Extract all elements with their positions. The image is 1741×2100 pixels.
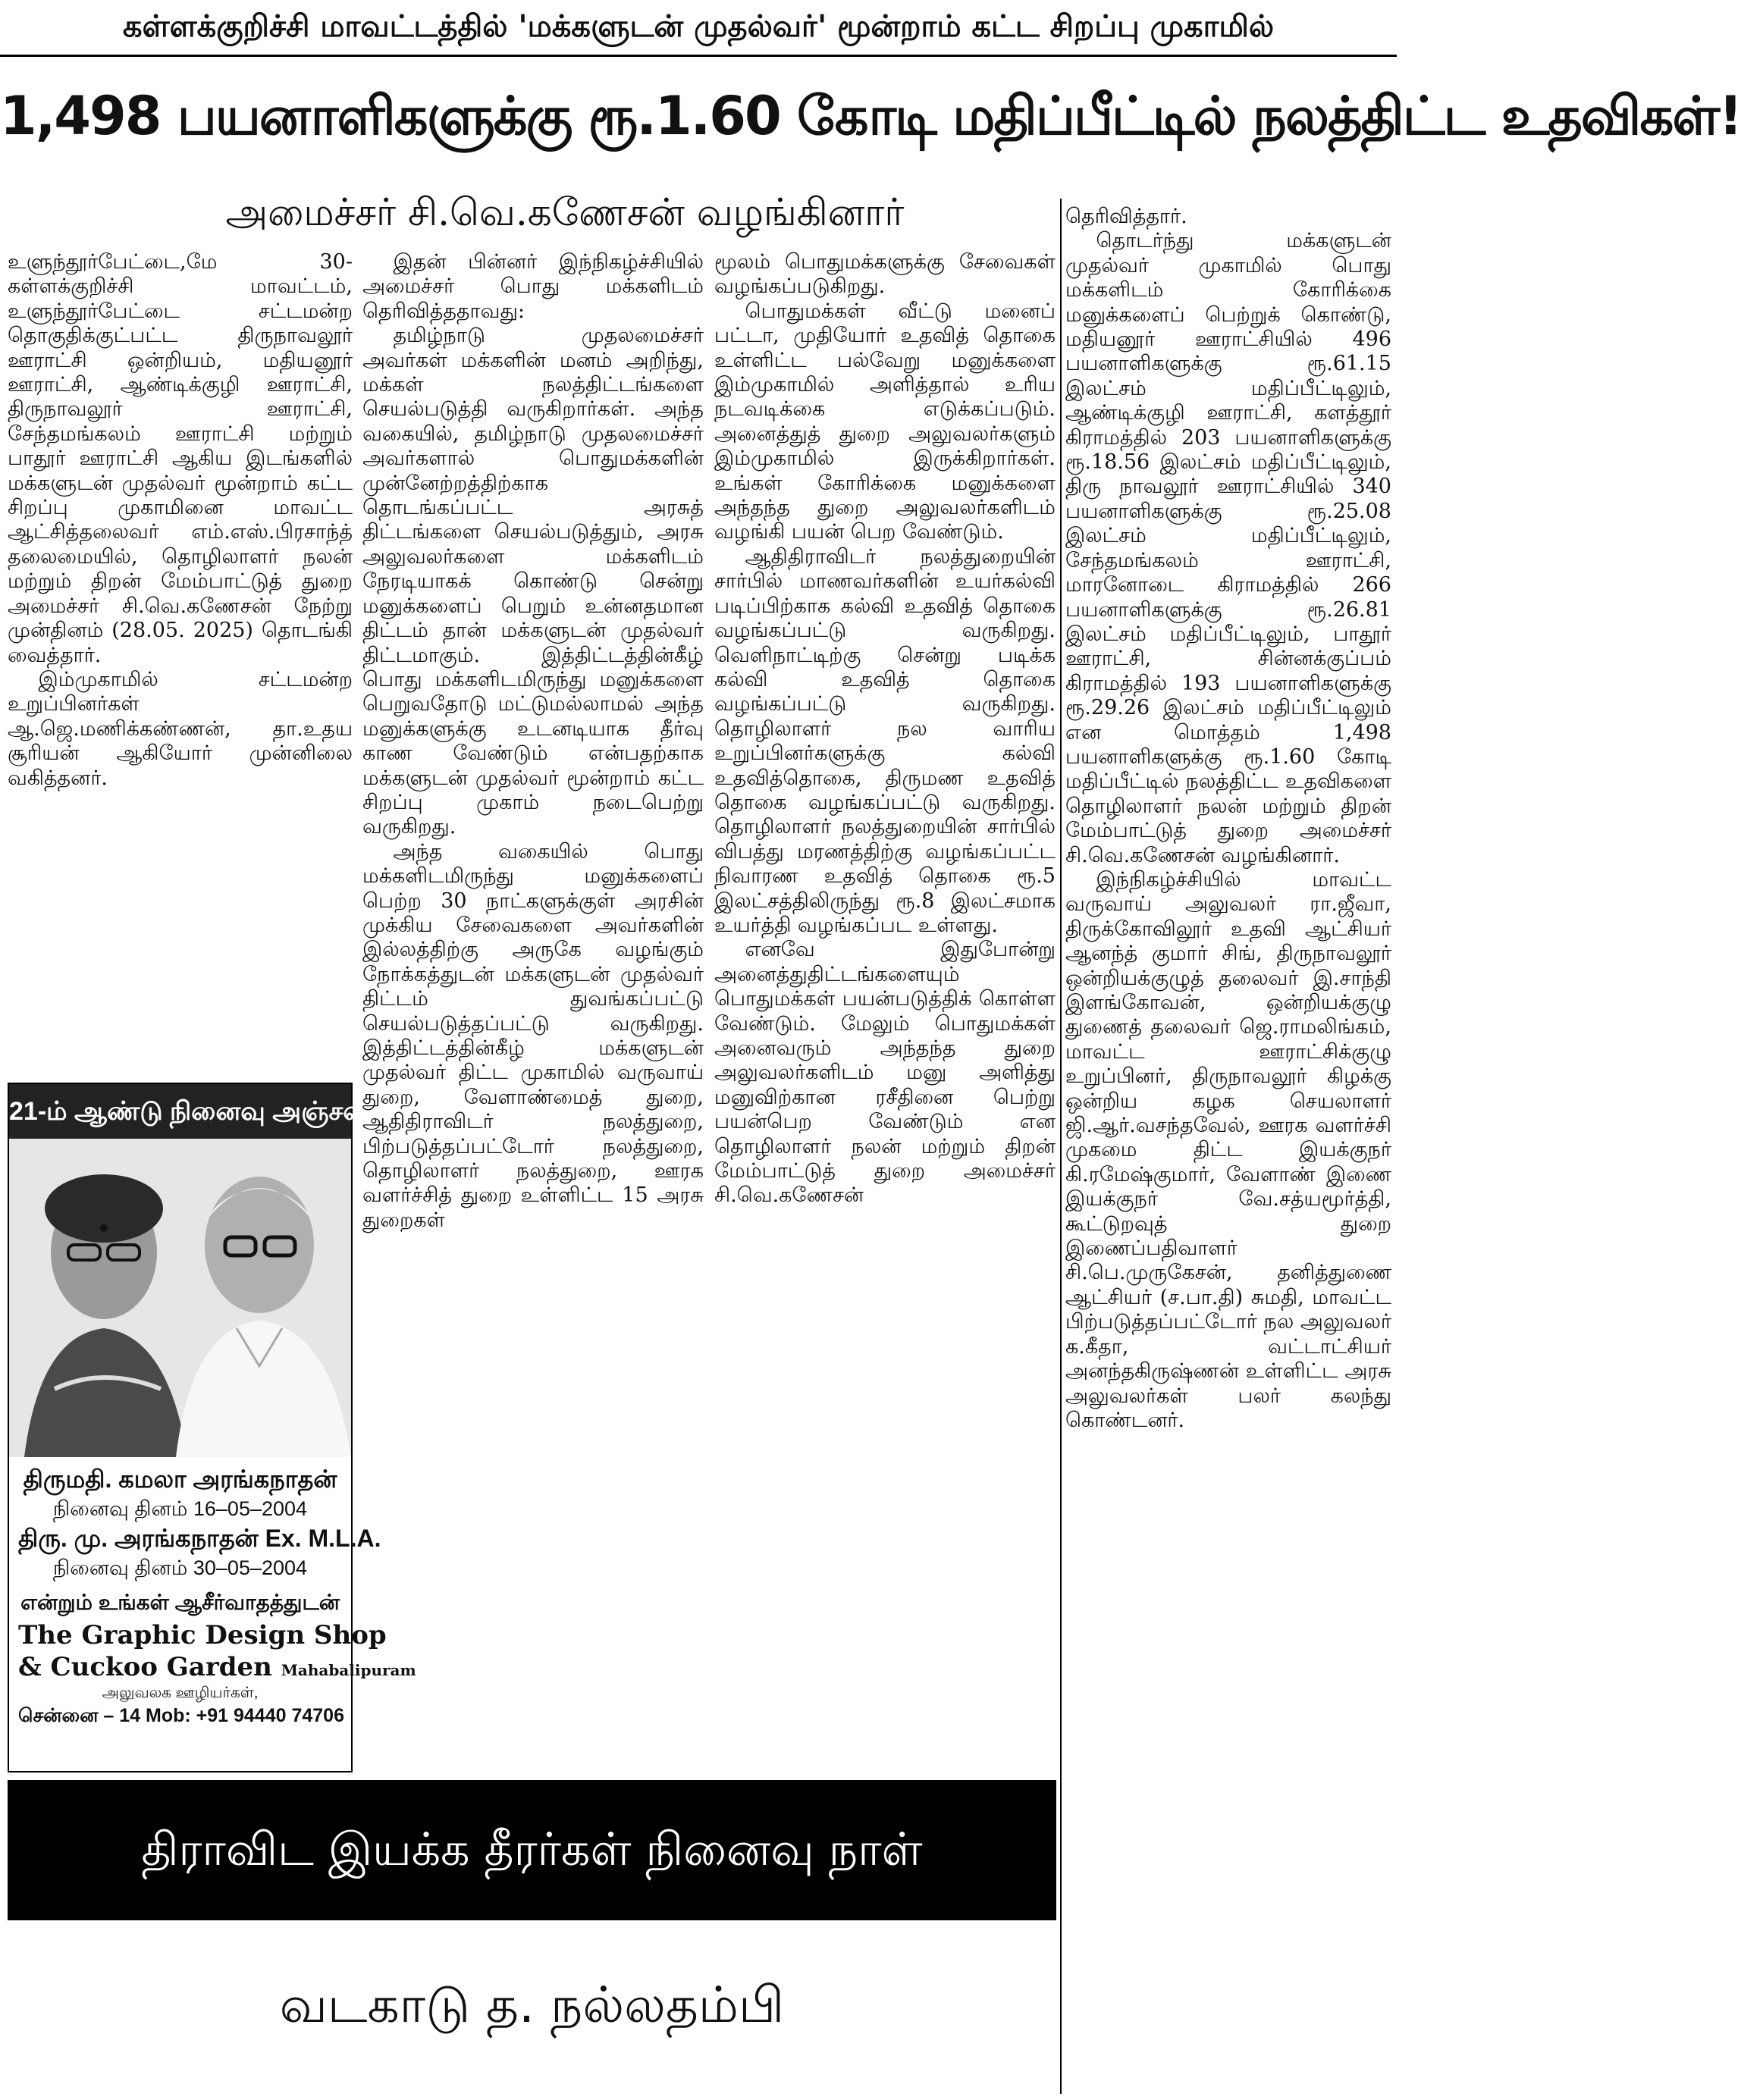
paragraph: எனவே இதுபோன்று அனைத்துதிட்டங்களையும் பொதுமக்கள் பயன்படுத்திக் கொள்ள வேண்டும். மேலும் பொதுமக்கள் அனைவரும் அந்தந்த துறை அலுவலர்களிடம் மனு அளித்து மனுவிற்கான ரசீதினை பெற்று பயன்பெற வேண்டும் என தொழிலாளர் நலன் மற்றும் திறன் மேம்பாட்டுத் துறை அமைச்சர் சி.வெ.கணேசன் [714, 938, 1056, 1208]
paragraph: ஆதிதிராவிடர் நலத்துறையின் சார்பில் மாணவர்களின் உயர்கல்வி படிப்பிற்காக கல்வி உதவித் தொகை வழங்கப்பட்டு வருகிறது. வெளிநாட்டிற்கு சென்று படிக்க கல்வி உதவித் தொகை வழங்கப்பட்டு வருகிறது. தொழிலாளர் நல வாரிய உறுப்பினர்களுக்கு கல்வி உதவித்தொகை, திருமண உதவித் தொகை வழங்கப்பட்டு வருகிறது. தொழிலாளர் நலத்துறையின் சார்பில் விபத்து மரணத்திற்கு வழங்கப்பட்ட நிவாரண உதவித் தொகை ரூ.5 இலட்சத்திலிருந்து ரூ.8 இலட்சமாக உயர்த்தி வழங்கப்பட உள்ளது. [714, 544, 1056, 937]
paragraph: தொடர்ந்து மக்களுடன் முதல்வர் முகாமில் பொது மக்களிடம் கோரிக்கை மனுக்களைப் பெற்றுக் கொண்டு, மதியனூர் ஊராட்சியில் 496 பயனாளிகளுக்கு ரூ.61.15 இலட்சம் மதிப்பீட்டிலும், ஆண்டிக்குழி ஊராட்சி, களத்தூர் கிராமத்தில் 203 பயனாளிகளுக்கு ரூ.18.56 இலட்சம் மதிப்பீட்டிலும், திரு நாவலூர் ஊராட்சியில் 340 பயனாளிகளுக்கு ரூ.25.08 இலட்சம் மதிப்பீட்டிலும், சேந்தமங்கலம் ஊராட்சி, மாரனோடை கிராமத்தில் 266 பயனாளிகளுக்கு ரூ.26.81 இலட்சம் மதிப்பீட்டிலும், பாதூர் ஊராட்சி, சின்னக்குப்பம் கிராமத்தில் 193 பயனாளிகளுக்கு ரூ.29.26 இலட்சம் மதிப்பீட்டிலும் என மொத்தம் 1,498 பயனாளிகளுக்கு ரூ.1.60 கோடி மதிப்பீட்டில் நலத்திட்ட உதவிகளை தொழிலாளர் நலன் மற்றும் திறன் மேம்பாட்டுத் துறை அமைச்சர் சி.வெ.கணேசன் வழங்கினார். [1065, 229, 1391, 867]
divider [0, 55, 1397, 57]
shop-place: Mahabalipuram [281, 1661, 416, 1679]
paragraph: இதன் பின்னர் இந்நிகழ்ச்சியில் அமைச்சர் பொது மக்களிடம் தெரிவித்ததாவது: [362, 250, 704, 323]
shop-name-2 [18, 1651, 416, 1683]
shop-name-1: The Graphic Design Shop [18, 1620, 387, 1650]
paragraph: தமிழ்நாடு முதலமைச்சர் அவர்கள் மக்களின் மனம் அறிந்து, மக்கள் நலத்திட்டங்களை செயல்படுத்தி வருகிறார்கள். அந்த வகையில், தமிழ்நாடு முதலமைச்சர் அவர்களால் பொதுமக்களின் முன்னேற்றத்திற்காக தொடங்கப்பட்ட அரசுத் திட்டங்களை செயல்படுத்தும், அரசு அலுவலர்களை மக்களிடம் நேரடியாகக் கொண்டு சென்று மனுக்களைப் பெறும் உன்னதமான திட்டம் தான் மக்களுடன் முதல்வர் திட்டமாகும். இத்திட்டத்தின்கீழ் பொது மக்களிடமிருந்து மனுக்களை பெறுவதோடு மட்டுமல்லாமல் அந்த மனுக்களுக்கு உடனடியாக தீர்வு காண வேண்டும் என்பதற்காக மக்களுடன் முதல்வர் மூன்றாம் கட்ட சிறப்பு முகாம் நடைபெற்று வருகிறது. [362, 324, 704, 839]
article-column-1 [8, 250, 353, 1092]
advert-heading: 21-ம் ஆண்டு நினைவு அஞ்சலி [9, 1084, 351, 1139]
kicker-line: கள்ளக்குறிச்சி மாவட்டத்தில் 'மக்களுடன் முதல்வர்' மூன்றாம் கட்ட சிறப்பு முகாமில் [122, 9, 1275, 44]
headline: 1,498 பயனாளிகளுக்கு ரூ.1.60 கோடி மதிப்பீட்டில் நலத்திட்ட உதவிகள்! [0, 85, 1741, 147]
article-column-2 [362, 250, 704, 1774]
paragraph: உளுந்தூர்பேட்டை,மே 30- கள்ளக்குறிச்சி மாவட்டம், உளுந்தூர்பேட்டை சட்டமன்ற தொகுதிக்குட்பட்ட திருநாவலூர் ஊராட்சி ஒன்றியம், மதியனூர் ஊராட்சி, ஆண்டிக்குழி ஊராட்சி, திருநாவலூர் ஊராட்சி, சேந்தமங்கலம் ஊராட்சி மற்றும் பாதூர் ஊராட்சி ஆகிய இடங்களில் மக்களுடன் முதல்வர் மூன்றாம் கட்ட சிறப்பு முகாமினை மாவட்ட ஆட்சித்தலைவர் எம்.எஸ்.பிரசாந்த் தலைமையில், தொழிலாளர் நலன் மற்றும் திறன் மேம்பாட்டுத் துறை அமைச்சர் சி.வெ.கணேசன் நேற்று முன்தினம் (28.05. 2025) தொடங்கி வைத்தார். [8, 250, 353, 667]
person-1-date: நினைவு தினம் 16–05–2004 [52, 1497, 308, 1520]
contact-line: சென்னை – 14 Mob: +91 94440 74706 [18, 1705, 344, 1726]
paragraph: இந்நிகழ்ச்சியில் மாவட்ட வருவாய் அலுவலர் ரா.ஜீவா, திருக்கோவிலூர் உதவி ஆட்சியர் ஆனந்த் குமார் சிங், திருநாவலூர் ஒன்றியக்குழுத் தலைவர் இ.சாந்தி இளங்கோவன், ஒன்றியக்குழு துணைத் தலைவர் ஜெ.ராமலிங்கம், மாவட்ட ஊராட்சிக்குழு உறுப்பினர், திருநாவலூர் கிழக்கு ஒன்றிய கழக செயலாளர் ஜி.ஆர்.வசந்தவேல், ஊரக வளர்ச்சி முகமை திட்ட இயக்குநர் கி.ரமேஷ்குமார், வேளாண் இணை இயக்குநர் வே.சத்யமூர்த்தி, கூட்டுறவுத் துறை இணைப்பதிவாளர் சி.பெ.முருகேசன், தனித்துணை ஆட்சியர் (ச.பா.தி) சுமதி, மாவட்ட பிற்படுத்தப்பட்டோர் நல அலுவலர் க.கீதா, வட்டாட்சியர் அனந்தகிருஷ்ணன் உள்ளிட்ட அரசு அலுவலர்கள் பலர் கலந்து கொண்டனர். [1065, 867, 1391, 1432]
banner-name: வடகாடு த. நல்லதம்பி [279, 1976, 785, 2034]
paragraph: தெரிவித்தார். [1065, 205, 1187, 228]
person-2-date: நினைவு தினம் 30–05–2004 [52, 1556, 308, 1579]
paragraph: மூலம் பொதுமக்களுக்கு சேவைகள் வழங்கப்படுகிறது. [714, 250, 1056, 299]
paragraph: பொதுமக்கள் வீட்டு மனைப் பட்டா, முதியோர் உதவித் தொகை உள்ளிட்ட பல்வேறு மனுக்களை இம்முகாமில் அளித்தால் உரிய நடவடிக்கை எடுக்கப்படும். அனைத்துத் துறை அலுவலர்களும் இம்முகாமில் இருக்கிறார்கள். உங்கள் கோரிக்கை மனுக்களை அந்தந்த துறை அலுவலர்களிடம் வழங்கி பயன் பெற வேண்டும். [714, 299, 1056, 544]
person-1-name: திருமதி. கமலா அரங்கநாதன் [23, 1465, 337, 1493]
article-column-3 [714, 250, 1056, 1774]
blessing-line: என்றும் உங்கள் ஆசீர்வாதத்துடன் [20, 1591, 340, 1614]
person-2-name: திரு. மு. அரங்கநாதன் Ex. M.L.A. [18, 1525, 381, 1552]
staff-line: அலுவலக ஊழியர்கள், [102, 1685, 259, 1701]
article-column-4 [1065, 205, 1391, 2096]
memorial-photo [9, 1139, 351, 1457]
memorial-banner: திராவிட இயக்க தீரர்கள் நினைவு நாள் [8, 1780, 1056, 1920]
paragraph: அந்த வகையில் பொது மக்களிடமிருந்து மனுக்களைப் பெற்ற 30 நாட்களுக்குள் அரசின் முக்கிய சேவைகளை அவர்களின் இல்லத்திற்கு அருகே வழங்கும் நோக்கத்துடன் மக்களுடன் முதல்வர் திட்டம் துவங்கப்பட்டு செயல்படுத்தப்பட்டு வருகிறது. இத்திட்டத்தின்கீழ் மக்களுடன் முதல்வர் திட்ட முகாமில் வருவாய் துறை, வேளாண்மைத் துறை, ஆதிதிராவிடர் நலத்துறை, பிற்படுத்தப்பட்டோர் நலத்துறை, தொழிலாளர் நலத்துறை, ஊரக வளர்ச்சித் துறை உள்ளிட்ட 15 அரசு துறைகள் [362, 839, 704, 1232]
subheadline: அமைச்சர் சி.வெ.கணேசன் வழங்கினார் [225, 190, 905, 234]
memorial-advert [8, 1083, 416, 1772]
column-divider [1060, 199, 1062, 2094]
paragraph: இம்முகாமில் சட்டமன்ற உறுப்பினர்கள் ஆ.ஜெ.மணிக்கண்ணன், தா.உதய சூரியன் ஆகியோர் முன்னிலை வகித்தனர். [8, 667, 353, 790]
shop-name-2-text: & Cuckoo Garden [18, 1652, 272, 1682]
